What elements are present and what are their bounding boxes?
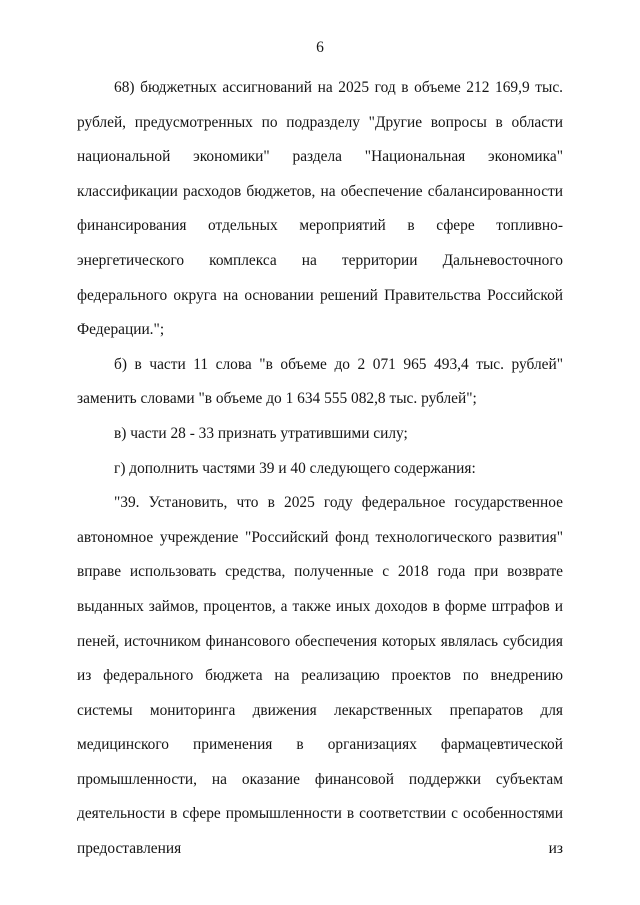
document-body — [77, 71, 563, 867]
paragraph-b: б) в части 11 слова "в объеме до 2 071 965 493,4 тыс. рублей" заменить словами "в объеме до 1 634 555 082,8 тыс. рублей"; — [77, 355, 563, 408]
paragraph-68: 68) бюджетных ассигнований на 2025 год в объеме 212 169,9 тыс. рублей, предусмотренных по подразделу "Другие вопросы в области национальной экономики" раздела "Национальная экономика" классификации расходов бюджетов, на обеспечение сбалансированности финансирования отдельных мероприятий в сфере топливно-энергетического комплекса на территории Дальневосточного федерального округа на основании решений Правительства Российской Федерации."; — [77, 79, 563, 339]
page-number: 6 — [316, 39, 324, 56]
paragraph-v: в) части 28 - 33 признать утратившими силу; — [114, 424, 408, 442]
paragraph-39: "39. Установить, что в 2025 году федеральное государственное автономное учреждение "Российский фонд технологического развития" вправе использовать средства, полученные с 2018 года при возврате выданных займов, процентов, а также иных доходов в форме штрафов и пеней, источником финансового обеспечения которых являлась субсидия из федерального бюджета на реализацию проектов по внедрению системы мониторинга движения лекарственных препаратов для медицинского применения в организациях фармацевтической промышленности, на оказание финансовой поддержки субъектам деятельности в сфере промышленности в соответствии с особенностями предоставления из — [77, 494, 563, 858]
paragraph-g: г) дополнить частями 39 и 40 следующего содержания: — [114, 459, 476, 477]
